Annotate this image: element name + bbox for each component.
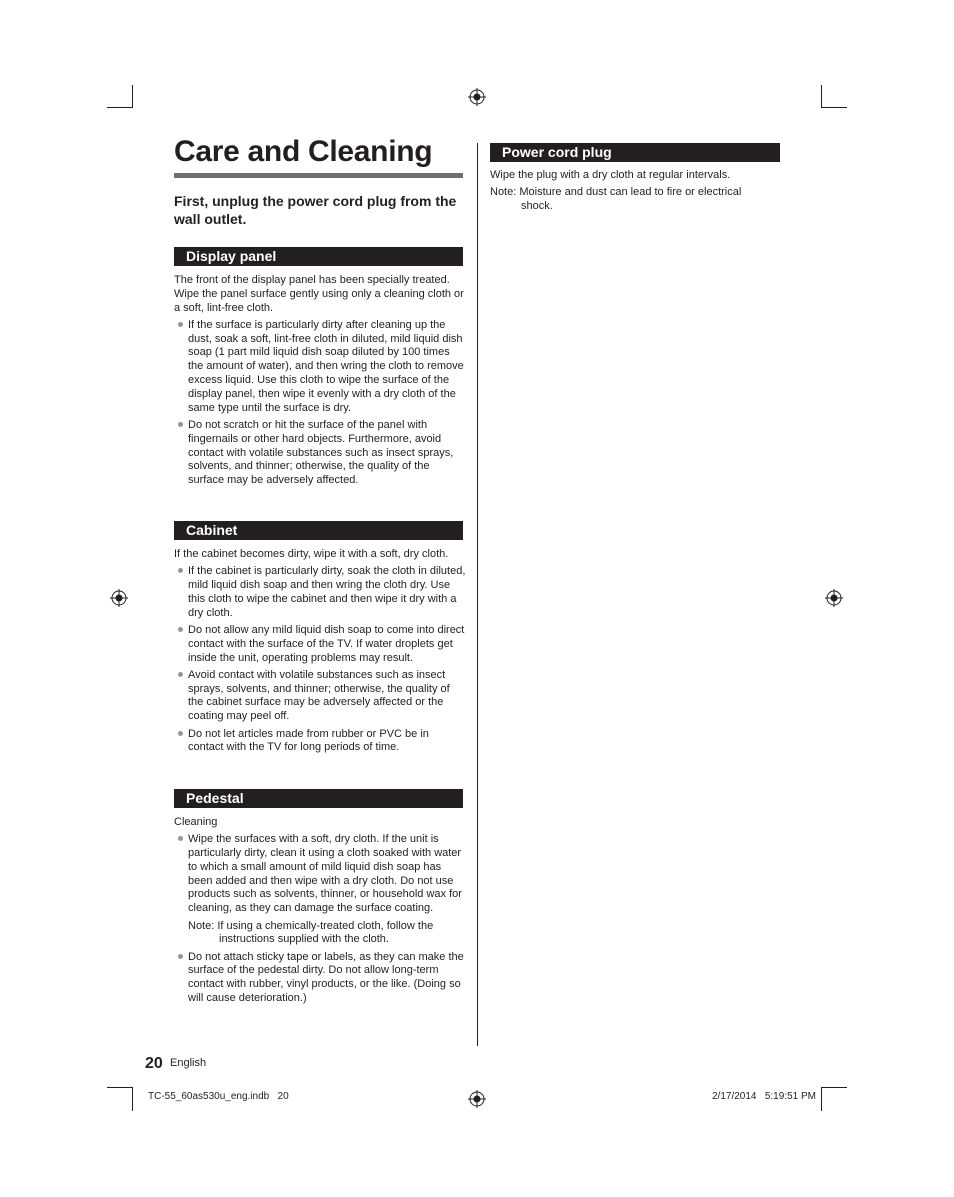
section-power-cord-plug [490,169,790,214]
note-text: instructions supplied with the cloth. [219,933,389,946]
bullet-icon [178,672,183,677]
registration-mark-icon [468,1090,486,1108]
section-heading-power-cord-plug: Power cord plug [490,143,780,162]
section-cabinet [174,548,466,759]
bullet-icon [178,954,183,959]
list-item [174,565,466,620]
bullet-icon [178,836,183,841]
pedestal-list [174,833,466,916]
note-text: Moisture and dust can lead to fire or electrical [519,186,742,199]
list-item [174,669,466,724]
cabinet-intro: If the cabinet becomes dirty, wipe it with a soft, dry cloth. [174,548,449,560]
section-heading-display-panel: Display panel [174,247,463,266]
crop-mark [107,1087,133,1088]
section-heading-cabinet: Cabinet [174,521,463,540]
bullet-icon [178,627,183,632]
pedestal-note [174,920,466,948]
bullet-icon [178,422,183,427]
crop-mark [821,107,847,108]
lead-instruction: First, unplug the power cord plug from the wall outlet. [174,193,457,227]
bullet-icon [178,731,183,736]
list-item-text: Do not allow any mild liquid dish soap to come into direct contact with the surface of the TV. If water droplets get inside the unit, operating problems may result. [188,623,465,664]
list-item-text: Wipe the surfaces with a soft, dry cloth. If the unit is particularly dirty, clean it using a cloth soaked with water to which a small amount of mild liquid dish soap has been added and then wipe with a dry cloth. Do not use products such as solvents, thinner, or household wax for cleaning, as they can damage the surface coating. [188,833,462,915]
crop-mark [821,1087,847,1088]
section-display-panel [174,274,466,491]
power-cord-note [490,186,790,214]
bullet-icon [178,568,183,573]
crop-mark [132,1087,133,1111]
page-language: English [170,1057,207,1069]
list-item-text: Avoid contact with volatile substances such as insect sprays, solvents, and thinner; otherwise, the quality of the cabinet surface may be adversely affected or the coating may peel off. [188,668,450,723]
note-label: Note: [188,919,215,932]
crop-mark [821,1087,822,1111]
list-item [174,728,466,756]
note-text: If using a chemically-treated cloth, follow the [217,919,434,932]
list-item [174,951,466,1006]
list-item-text: Do not attach sticky tape or labels, as they can make the surface of the pedestal dirty. Do not allow long-term contact with rubber, vinyl products, or the like. (Doing so will cause deterioration.) [188,950,464,1005]
crop-mark [132,85,133,108]
cabinet-list [174,565,466,755]
power-cord-intro: Wipe the plug with a dry cloth at regular intervals. [490,169,731,181]
display-panel-list [174,319,466,488]
pedestal-list [174,951,466,1006]
title-underline [174,173,463,178]
list-item-text: If the cabinet is particularly dirty, soak the cloth in diluted, mild liquid dish soap and then wring the cloth dry. Use this cloth to wipe the cabinet and then wipe it dry with a dry cloth. [188,565,466,619]
list-item-text: If the surface is particularly dirty after cleaning up the dust, soak a soft, lint-free cloth in diluted, mild liquid dish soap (1 part mild liquid dish soap diluted by 100 times the amount of water), and then wring the cloth to remove excess liquid. Use this cloth to wipe the surface of the display panel, then wipe it evenly with a dry cloth of the same type until the surface is dry. [188,318,464,414]
note-text: shock. [521,200,553,213]
list-item [174,624,466,665]
list-item [174,833,466,916]
column-divider [477,143,478,1046]
pedestal-intro: Cleaning [174,816,218,828]
footer-datetime: 2/17/2014 5:19:51 PM [712,1091,816,1102]
registration-mark-icon [825,589,843,607]
crop-mark [821,85,822,108]
list-item-text: Do not let articles made from rubber or PVC be in contact with the TV for long periods of time. [188,727,429,754]
page-number: 20 [145,1055,163,1072]
page-title: Care and Cleaning [174,135,433,168]
footer-file-name: TC-55_60as530u_eng.indb 20 [148,1091,289,1102]
registration-mark-icon [468,88,486,106]
list-item [174,419,466,488]
note-label: Note: [490,186,517,199]
section-heading-pedestal: Pedestal [174,789,463,808]
section-pedestal [174,816,466,1009]
display-panel-intro: The front of the display panel has been specially treated. Wipe the panel surface gently using only a cleaning cloth or a soft, lint-free cloth. [174,274,464,314]
bullet-icon [178,322,183,327]
list-item [174,319,466,416]
registration-mark-icon [110,589,128,607]
crop-mark [107,107,133,108]
list-item-text: Do not scratch or hit the surface of the panel with fingernails or other hard objects. Furthermore, avoid contact with volatile substances such as insect sprays, solvents, and thinner; otherwise, the quality of the surface may be adversely affected. [188,418,454,487]
